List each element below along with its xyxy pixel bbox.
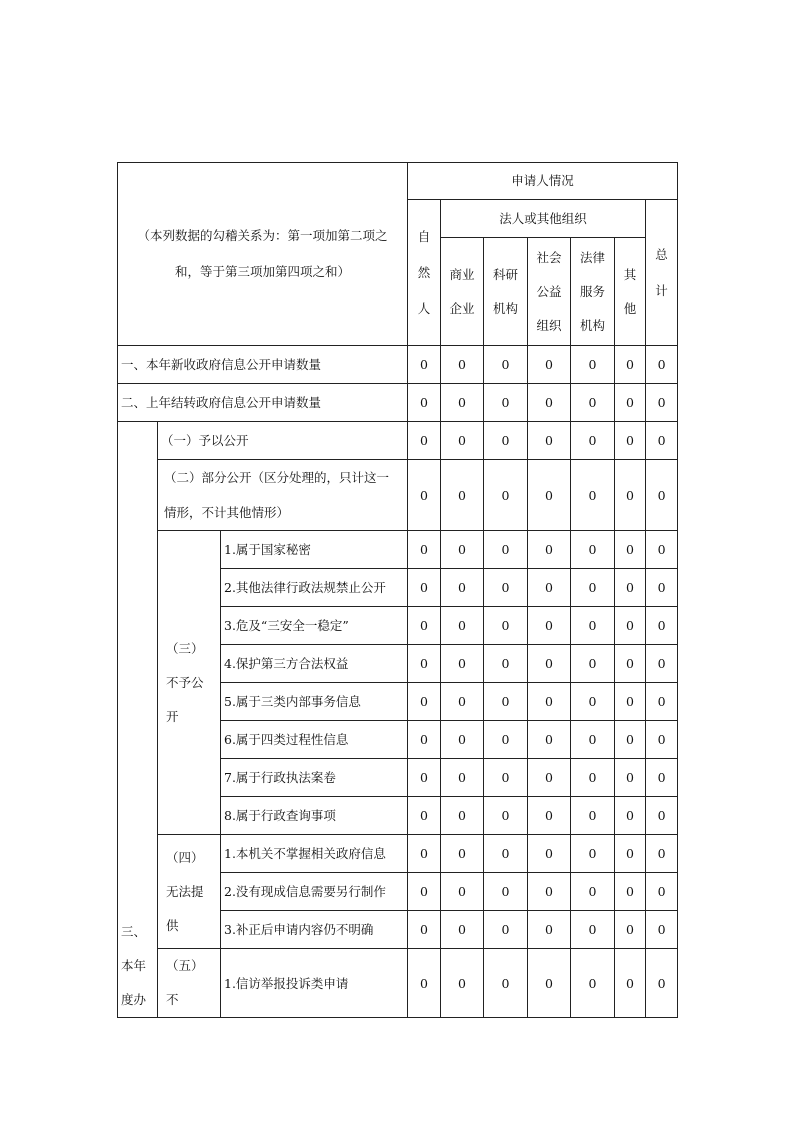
value-cell: 0 [615,835,646,873]
value-cell: 0 [571,384,615,422]
value-cell: 0 [484,531,528,569]
value-cell: 0 [571,460,615,531]
value-cell: 0 [571,797,615,835]
value-cell: 0 [408,384,441,422]
value-cell: 0 [484,346,528,384]
table-row [118,835,678,873]
table-row [118,422,678,460]
value-cell: 0 [408,759,441,797]
item-label: 4.保护第三方合法权益 [221,645,408,683]
value-cell: 0 [528,797,571,835]
value-cell: 0 [571,569,615,607]
value-cell: 0 [484,949,528,1018]
value-cell: 0 [571,949,615,1018]
value-cell: 0 [571,645,615,683]
value-cell: 0 [484,721,528,759]
value-cell: 0 [615,384,646,422]
value-cell: 0 [528,607,571,645]
value-cell: 0 [615,569,646,607]
value-cell: 0 [615,645,646,683]
row-label: （二）部分公开（区分处理的，只计这一情形，不计其他情形） [158,460,408,531]
value-cell: 0 [571,346,615,384]
item-label: 2.其他法律行政法规禁止公开 [221,569,408,607]
header-research: 科研机构 [484,238,528,346]
row-label: 二、上年结转政府信息公开申请数量 [118,384,408,422]
value-cell: 0 [615,607,646,645]
value-cell: 0 [441,422,484,460]
item-label: 1.属于国家秘密 [221,531,408,569]
value-cell: 0 [408,835,441,873]
value-cell: 0 [615,346,646,384]
value-cell: 0 [571,531,615,569]
value-cell: 0 [646,569,678,607]
table-row [118,384,678,422]
value-cell: 0 [441,384,484,422]
value-cell: 0 [441,460,484,531]
header-legal-service: 法律服务机构 [571,238,615,346]
header-public-welfare: 社会公益组织 [528,238,571,346]
value-cell: 0 [441,797,484,835]
value-cell: 0 [441,569,484,607]
value-cell: 0 [646,911,678,949]
value-cell: 0 [484,759,528,797]
value-cell: 0 [571,607,615,645]
value-cell: 0 [408,346,441,384]
value-cell: 0 [528,645,571,683]
item-label: 3.危及“三安全一稳定” [221,607,408,645]
value-cell: 0 [484,911,528,949]
value-cell: 0 [646,683,678,721]
value-cell: 0 [408,460,441,531]
value-cell: 0 [528,384,571,422]
value-cell: 0 [408,721,441,759]
item-label: 8.属于行政查询事项 [221,797,408,835]
row-label: （一）予以公开 [158,422,408,460]
header-note: （本列数据的勾稽关系为：第一项加第二项之和，等于第三项加第四项之和） [118,163,408,346]
value-cell: 0 [484,797,528,835]
table-row [118,346,678,384]
value-cell: 0 [441,346,484,384]
value-cell: 0 [408,569,441,607]
header-business: 商业企业 [441,238,484,346]
group-label: （五）不 [158,949,221,1018]
value-cell: 0 [484,607,528,645]
value-cell: 0 [646,346,678,384]
value-cell: 0 [528,949,571,1018]
value-cell: 0 [441,721,484,759]
value-cell: 0 [646,873,678,911]
value-cell: 0 [408,422,441,460]
value-cell: 0 [571,835,615,873]
item-label: 3.补正后申请内容仍不明确 [221,911,408,949]
value-cell: 0 [528,346,571,384]
value-cell: 0 [528,759,571,797]
value-cell: 0 [615,531,646,569]
item-label: 6.属于四类过程性信息 [221,721,408,759]
value-cell: 0 [408,645,441,683]
item-label: 1.本机关不掌握相关政府信息 [221,835,408,873]
statistics-table [117,162,678,1018]
table-row [118,949,678,1018]
value-cell: 0 [484,569,528,607]
value-cell: 0 [646,607,678,645]
value-cell: 0 [484,645,528,683]
value-cell: 0 [484,422,528,460]
value-cell: 0 [528,460,571,531]
value-cell: 0 [441,949,484,1018]
value-cell: 0 [615,460,646,531]
value-cell: 0 [571,683,615,721]
item-label: 5.属于三类内部事务信息 [221,683,408,721]
header-applicant: 申请人情况 [408,163,678,200]
value-cell: 0 [408,683,441,721]
value-cell: 0 [615,422,646,460]
value-cell: 0 [646,384,678,422]
value-cell: 0 [528,911,571,949]
value-cell: 0 [408,873,441,911]
value-cell: 0 [441,873,484,911]
value-cell: 0 [484,873,528,911]
value-cell: 0 [528,683,571,721]
value-cell: 0 [408,949,441,1018]
value-cell: 0 [646,531,678,569]
value-cell: 0 [646,759,678,797]
value-cell: 0 [615,759,646,797]
value-cell: 0 [615,949,646,1018]
value-cell: 0 [441,607,484,645]
table-row [118,460,678,531]
value-cell: 0 [528,835,571,873]
item-label: 2.没有现成信息需要另行制作 [221,873,408,911]
value-cell: 0 [484,384,528,422]
group-label: （四）无法提供 [158,835,221,949]
header-other: 其他 [615,238,646,346]
value-cell: 0 [408,797,441,835]
value-cell: 0 [646,721,678,759]
value-cell: 0 [441,683,484,721]
value-cell: 0 [571,911,615,949]
value-cell: 0 [441,759,484,797]
value-cell: 0 [571,422,615,460]
value-cell: 0 [484,460,528,531]
value-cell: 0 [646,949,678,1018]
table-row [118,531,678,569]
header-total: 总计 [646,200,678,346]
value-cell: 0 [484,835,528,873]
value-cell: 0 [646,835,678,873]
value-cell: 0 [528,873,571,911]
value-cell: 0 [528,569,571,607]
value-cell: 0 [646,422,678,460]
group-label: （三）不予公开 [158,531,221,835]
value-cell: 0 [571,873,615,911]
value-cell: 0 [615,873,646,911]
value-cell: 0 [441,531,484,569]
value-cell: 0 [646,460,678,531]
value-cell: 0 [441,835,484,873]
section-3-label: 三、本年度办 [118,422,158,1018]
value-cell: 0 [408,531,441,569]
header-natural-person: 自然人 [408,200,441,346]
item-label: 7.属于行政执法案卷 [221,759,408,797]
value-cell: 0 [408,607,441,645]
value-cell: 0 [646,797,678,835]
value-cell: 0 [408,911,441,949]
item-label: 1.信访举报投诉类申请 [221,949,408,1018]
value-cell: 0 [528,422,571,460]
value-cell: 0 [441,645,484,683]
value-cell: 0 [615,797,646,835]
value-cell: 0 [646,645,678,683]
value-cell: 0 [528,721,571,759]
row-label: 一、本年新收政府信息公开申请数量 [118,346,408,384]
header-legal-org: 法人或其他组织 [441,200,646,238]
value-cell: 0 [528,531,571,569]
value-cell: 0 [571,759,615,797]
value-cell: 0 [615,683,646,721]
value-cell: 0 [615,911,646,949]
value-cell: 0 [615,721,646,759]
value-cell: 0 [484,683,528,721]
value-cell: 0 [571,721,615,759]
value-cell: 0 [441,911,484,949]
